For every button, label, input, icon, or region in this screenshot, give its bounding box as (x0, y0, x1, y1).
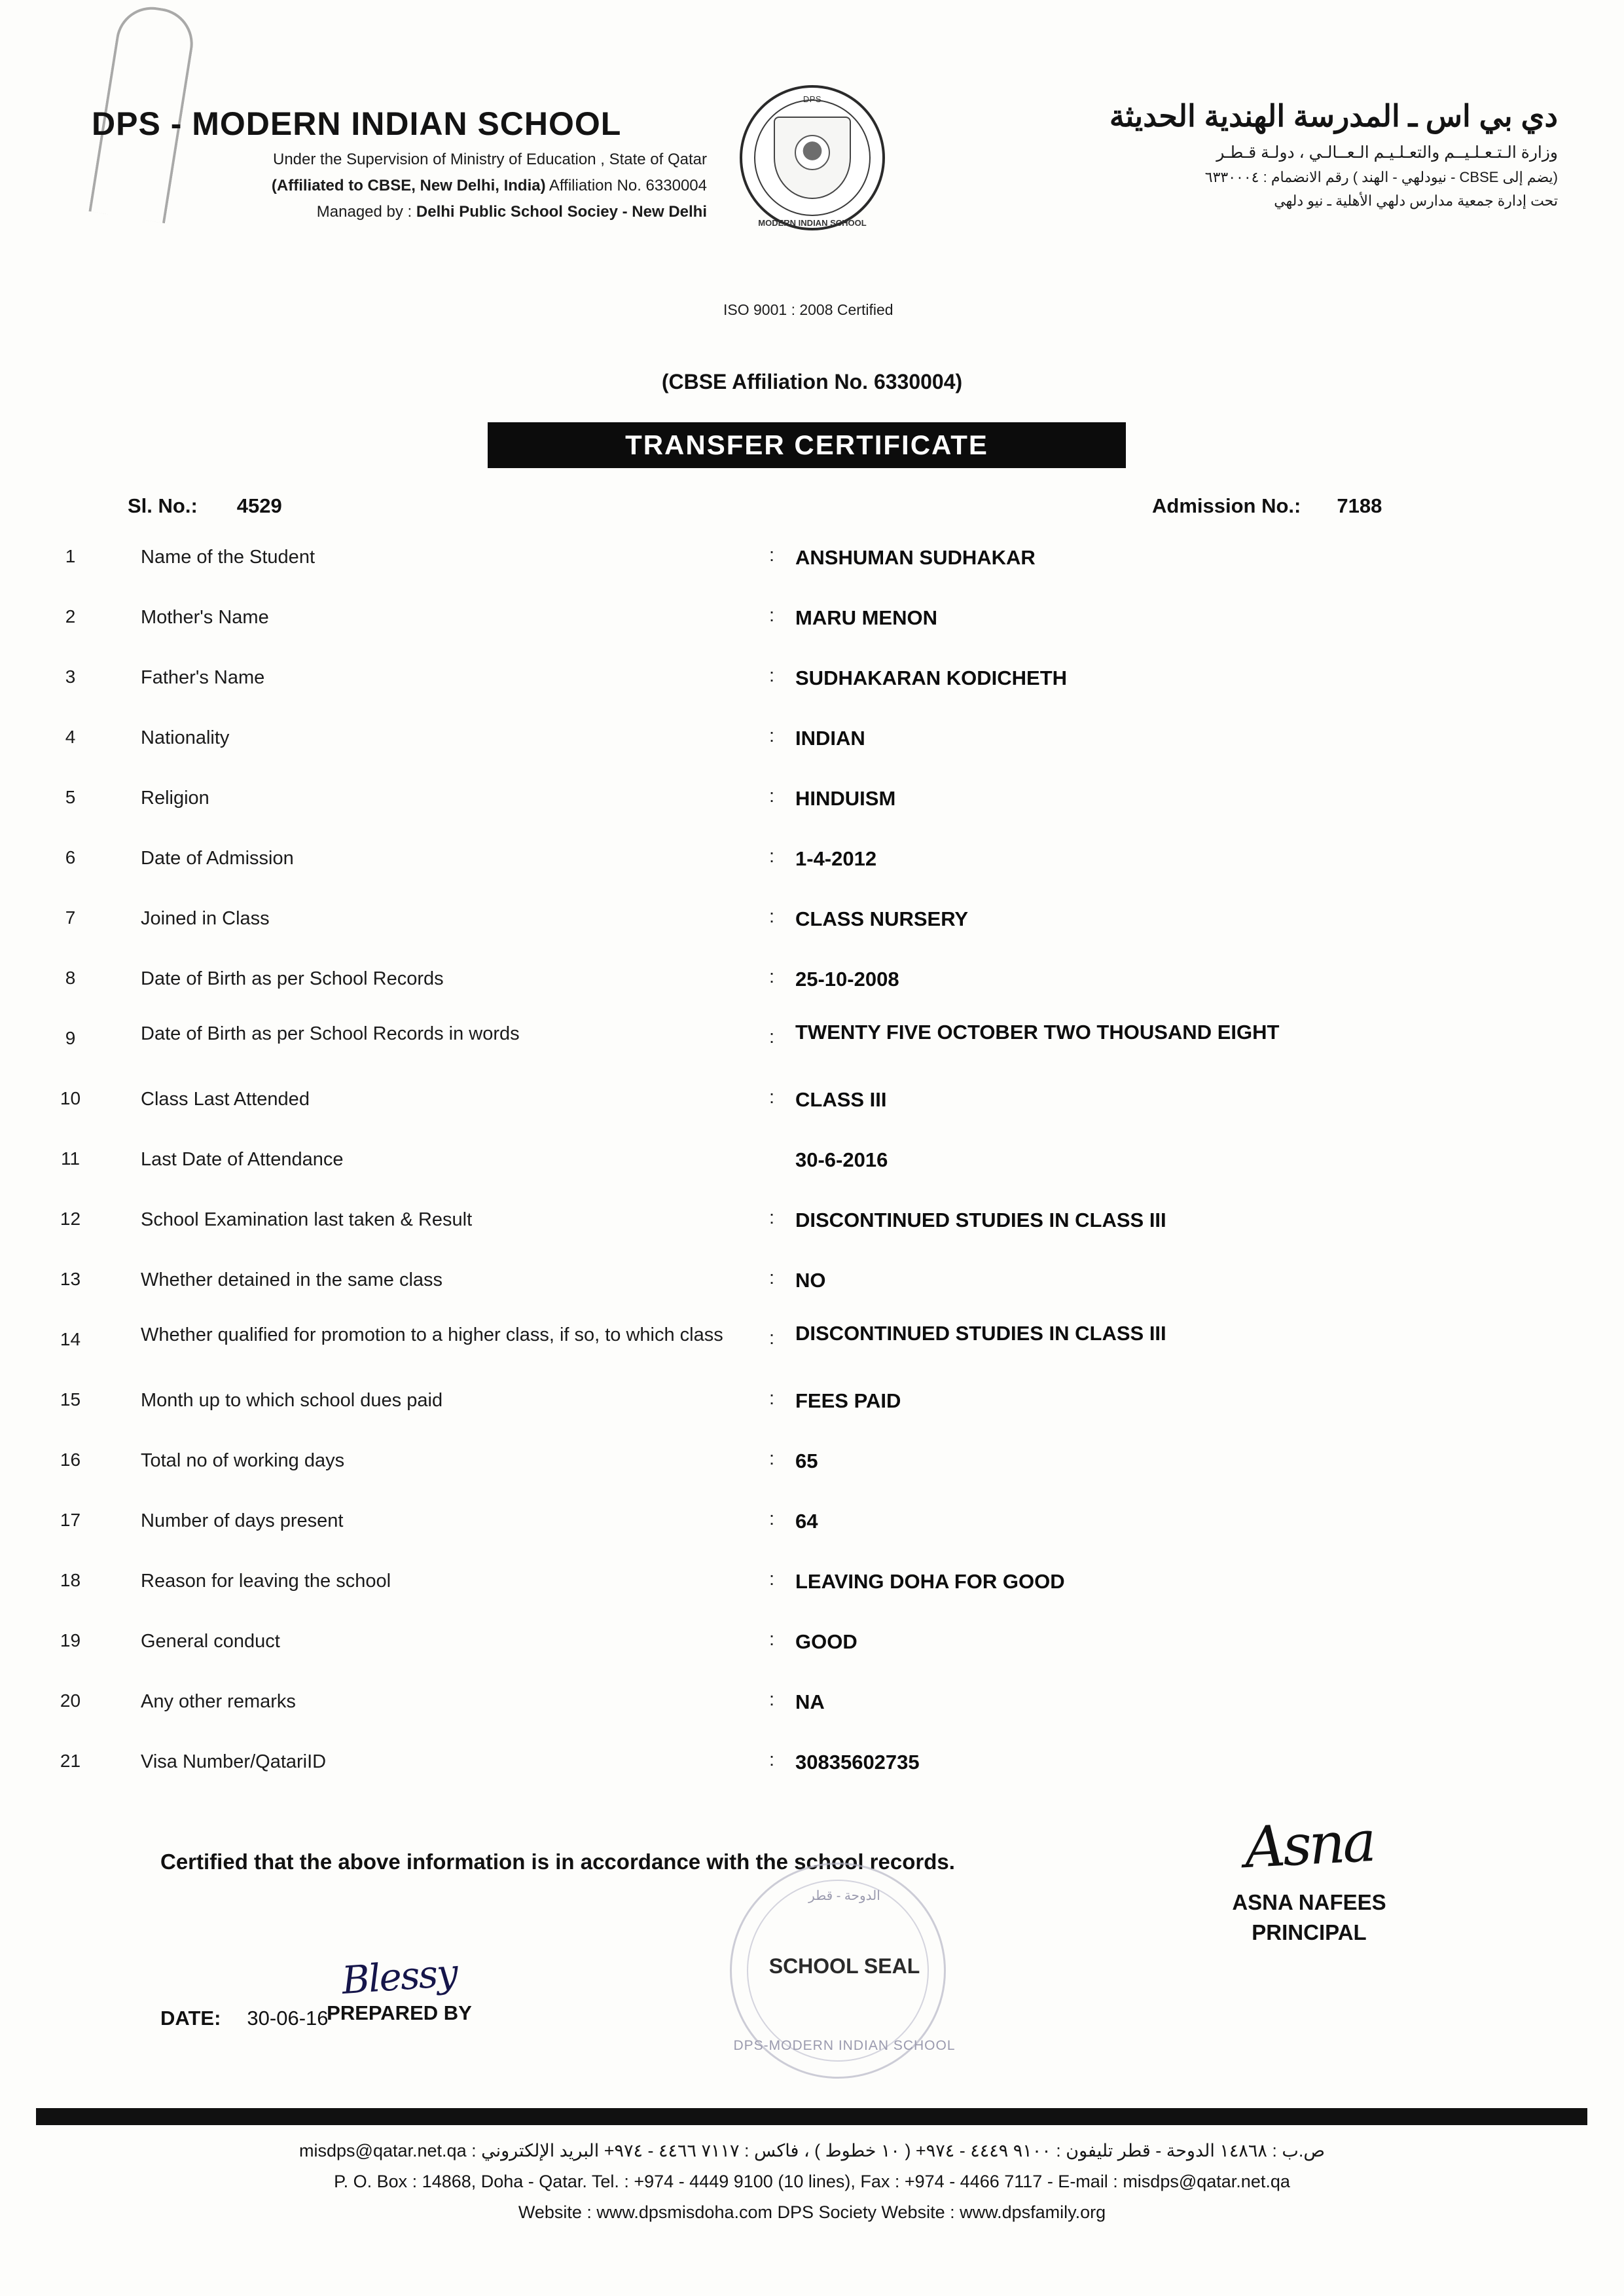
row-label: General conduct (141, 1631, 280, 1652)
principal-block (1139, 1808, 1479, 1945)
row-label: Name of the Student (141, 547, 315, 568)
footer-english-contact: P. O. Box : 14868, Doha - Qatar. Tel. : +974 - 4449 9100 (10 lines), Fax : +974 - 4466 7117 - E-mail : misdps@qatar.net.qa (334, 2172, 1290, 2191)
certification-statement: Certified that the above information is in accordance with the school records. (160, 1850, 955, 1874)
principal-name: ASNA NAFEES (1232, 1890, 1386, 1915)
row-value: ANSHUMAN SUDHAKAR (795, 546, 1036, 569)
row-value: 64 (795, 1510, 818, 1533)
table-row (0, 1499, 1624, 1559)
row-label: Class Last Attended (141, 1089, 310, 1110)
row-number: 19 (60, 1630, 81, 1650)
footer-arabic-contact: ص.ب : ١٤٨٦٨ الدوحة - قطر تليفون : ٩١٠٠ ٤٤٤٩ - ٩٧٤+ ( ١٠ خطوط ) ، فاكس : ٧١١٧ ٤٤٦٦ - ٩٧٤+ البريد الإلكتروني : misdps@qatar.net.qa (299, 2141, 1325, 2160)
row-colon: : (769, 605, 775, 626)
row-colon: : (769, 966, 775, 987)
school-name: DPS - MODERN INDIAN SCHOOL (92, 105, 622, 142)
table-row (0, 1017, 1624, 1078)
row-value: CLASS III (795, 1088, 887, 1111)
row-number: 12 (60, 1209, 81, 1229)
table-row (0, 1258, 1624, 1319)
header-arabic-block (929, 98, 1558, 210)
row-colon (769, 1138, 795, 1147)
admission-number-label: Admission No.: (1152, 494, 1301, 517)
row-value: LEAVING DOHA FOR GOOD (795, 1570, 1065, 1593)
row-label: Any other remarks (141, 1691, 296, 1712)
header-affiliation-line (85, 177, 707, 195)
table-row (0, 1680, 1624, 1740)
row-colon: : (769, 1207, 775, 1228)
seal-stamp-school-text: DPS-MODERN INDIAN SCHOOL (733, 2038, 956, 2053)
date-field (160, 2007, 329, 2030)
seal-bottom-text: MODERN INDIAN SCHOOL (758, 218, 867, 228)
page-title: TRANSFER CERTIFICATE (488, 422, 1126, 468)
footer-websites: Website : www.dpsmisdoha.com DPS Society Website : www.dpsfamily.org (518, 2202, 1106, 2222)
row-label: Religion (141, 788, 209, 809)
row-label: Month up to which school dues paid (141, 1390, 443, 1411)
row-colon: : (769, 1749, 775, 1770)
row-label: Reason for leaving the school (141, 1571, 391, 1592)
row-value: INDIAN (795, 727, 865, 750)
table-row (0, 837, 1624, 897)
row-label: Date of Admission (141, 848, 294, 869)
row-label: Date of Birth as per School Records in words (141, 1023, 520, 1044)
row-colon: : (769, 545, 775, 566)
row-colon: : (769, 1388, 775, 1409)
row-number: 3 (65, 666, 76, 687)
footer-divider (36, 2108, 1587, 2125)
table-row (0, 1198, 1624, 1258)
row-number: 10 (60, 1088, 81, 1108)
row-colon: : (769, 1087, 775, 1108)
table-row (0, 536, 1624, 596)
table-row (0, 1078, 1624, 1138)
header-managed-prefix: Managed by : (316, 203, 416, 221)
row-colon: : (769, 906, 775, 927)
row-colon: : (769, 1569, 775, 1590)
row-colon: : (769, 1328, 775, 1349)
row-label: Mother's Name (141, 607, 269, 628)
document-header (0, 46, 1624, 318)
seal-top-text: DPS (803, 94, 822, 104)
arabic-affiliation-line: (يضم إلى CBSE - نيودلهي - الهند ) رقم الانضمام : ٦٣٣٠٠٠٤ (1204, 169, 1558, 185)
table-row (0, 656, 1624, 716)
prepared-by-label: PREPARED BY (327, 2001, 472, 2024)
row-value: 30-6-2016 (795, 1148, 888, 1171)
school-seal-label: SCHOOL SEAL (768, 1954, 920, 1978)
date-label: DATE: (160, 2007, 221, 2030)
row-value: 65 (795, 1449, 818, 1472)
row-label: Total no of working days (141, 1450, 345, 1471)
row-label: Number of days present (141, 1510, 344, 1531)
row-label: Joined in Class (141, 908, 270, 929)
table-row (0, 596, 1624, 656)
serial-number-label: Sl. No.: (128, 494, 198, 517)
row-value: SUDHAKARAN KODICHETH (795, 666, 1068, 689)
row-value: NA (795, 1690, 825, 1713)
table-row (0, 1379, 1624, 1439)
table-row (0, 897, 1624, 957)
school-logo-seal (740, 85, 890, 236)
row-colon: : (769, 1267, 775, 1288)
row-colon: : (769, 846, 775, 867)
row-number: 16 (60, 1449, 81, 1470)
header-managed-line (85, 203, 707, 221)
table-row (0, 716, 1624, 776)
row-value: HINDUISM (795, 787, 896, 810)
row-label: Whether detained in the same class (141, 1269, 443, 1290)
table-row (0, 1740, 1624, 1800)
row-value: GOOD (795, 1630, 857, 1653)
row-colon: : (769, 1448, 775, 1469)
row-value: DISCONTINUED STUDIES IN CLASS III (795, 1209, 1166, 1231)
row-number: 13 (60, 1269, 81, 1289)
row-value: 30835602735 (795, 1751, 920, 1774)
principal-signature: Asna (1243, 1808, 1375, 1882)
table-row (0, 1439, 1624, 1499)
table-row (0, 1620, 1624, 1680)
row-value: DISCONTINUED STUDIES IN CLASS III (795, 1322, 1166, 1345)
row-colon: : (769, 1508, 775, 1529)
row-colon: : (769, 786, 775, 807)
row-value: MARU MENON (795, 606, 937, 629)
serial-number-value: 4529 (236, 494, 282, 517)
row-value: 25-10-2008 (795, 968, 899, 991)
row-number: 17 (60, 1510, 81, 1530)
row-colon: : (769, 1027, 775, 1048)
row-number: 11 (60, 1148, 81, 1169)
row-colon: : (769, 1629, 775, 1650)
header-english-block (85, 105, 707, 221)
table-row (0, 1559, 1624, 1620)
row-number: 7 (65, 907, 76, 928)
header-managed-bold: Delhi Public School Sociey - New Delhi (416, 203, 707, 221)
row-value: NO (795, 1269, 826, 1292)
school-seal-stamp (723, 1856, 965, 2079)
table-row (0, 957, 1624, 1017)
row-value: CLASS NURSERY (795, 907, 969, 930)
row-value: TWENTY FIVE OCTOBER TWO THOUSAND EIGHT (795, 1021, 1280, 1044)
iso-certification: ISO 9001 : 2008 Certified (723, 301, 893, 318)
row-number: 9 (65, 1028, 76, 1048)
row-label: Last Date of Attendance (141, 1149, 344, 1170)
header-supervision-line: Under the Supervision of Ministry of Education , State of Qatar (273, 151, 707, 168)
table-row (0, 776, 1624, 837)
serial-number (128, 494, 282, 518)
prepared-by-signature: Blessy (340, 1950, 459, 2003)
page-footer (0, 2141, 1624, 2223)
row-colon: : (769, 665, 775, 686)
cbse-affiliation-note: (CBSE Affiliation No. 6330004) (661, 370, 963, 393)
row-number: 5 (65, 787, 76, 807)
principal-title: PRINCIPAL (1252, 1920, 1367, 1945)
table-row (0, 1319, 1624, 1379)
row-number: 15 (60, 1389, 81, 1410)
row-number: 1 (65, 546, 76, 566)
row-colon: : (769, 725, 775, 746)
seal-emblem-icon (795, 135, 830, 170)
row-colon: : (769, 1689, 775, 1710)
row-number: 21 (60, 1751, 81, 1771)
row-label: Nationality (141, 727, 230, 748)
row-value: FEES PAID (795, 1389, 901, 1412)
header-affiliation-rest: Affiliation No. 6330004 (545, 177, 707, 194)
row-label: Visa Number/QatariID (141, 1751, 327, 1772)
admission-number (1152, 494, 1382, 518)
header-affiliation-bold: (Affiliated to CBSE, New Delhi, India) (271, 177, 546, 194)
row-number: 18 (60, 1570, 81, 1590)
row-value: 1-4-2012 (795, 847, 877, 870)
row-label: Father's Name (141, 667, 265, 688)
row-number: 2 (65, 606, 76, 627)
table-row (0, 1138, 1624, 1198)
date-value: 30-06-16 (247, 2007, 329, 2030)
seal-stamp-arabic-text: الدوحة - قطر (808, 1889, 880, 1903)
certificate-fields (0, 536, 1624, 1800)
row-number: 20 (60, 1690, 81, 1711)
row-number: 14 (60, 1329, 81, 1349)
row-number: 8 (65, 968, 76, 988)
row-label: Date of Birth as per School Records (141, 968, 444, 989)
row-number: 6 (65, 847, 76, 867)
arabic-school-name: دي بي اس ـ المدرسة الهندية الحديثة (1109, 99, 1558, 133)
row-label: School Examination last taken & Result (141, 1209, 473, 1230)
arabic-ministry-line: وزارة الـتـعـلـيــم والتعـلـيـم الـعــالـي ، دولـة قـطـر (1216, 143, 1558, 162)
arabic-managed-line: تحت إدارة جمعية مدارس دلهي الأهلية ـ نيو دلهي (1274, 192, 1558, 209)
row-label: Whether qualified for promotion to a higher class, if so, to which class (141, 1324, 723, 1345)
admission-number-value: 7188 (1337, 494, 1382, 517)
row-number: 4 (65, 727, 76, 747)
